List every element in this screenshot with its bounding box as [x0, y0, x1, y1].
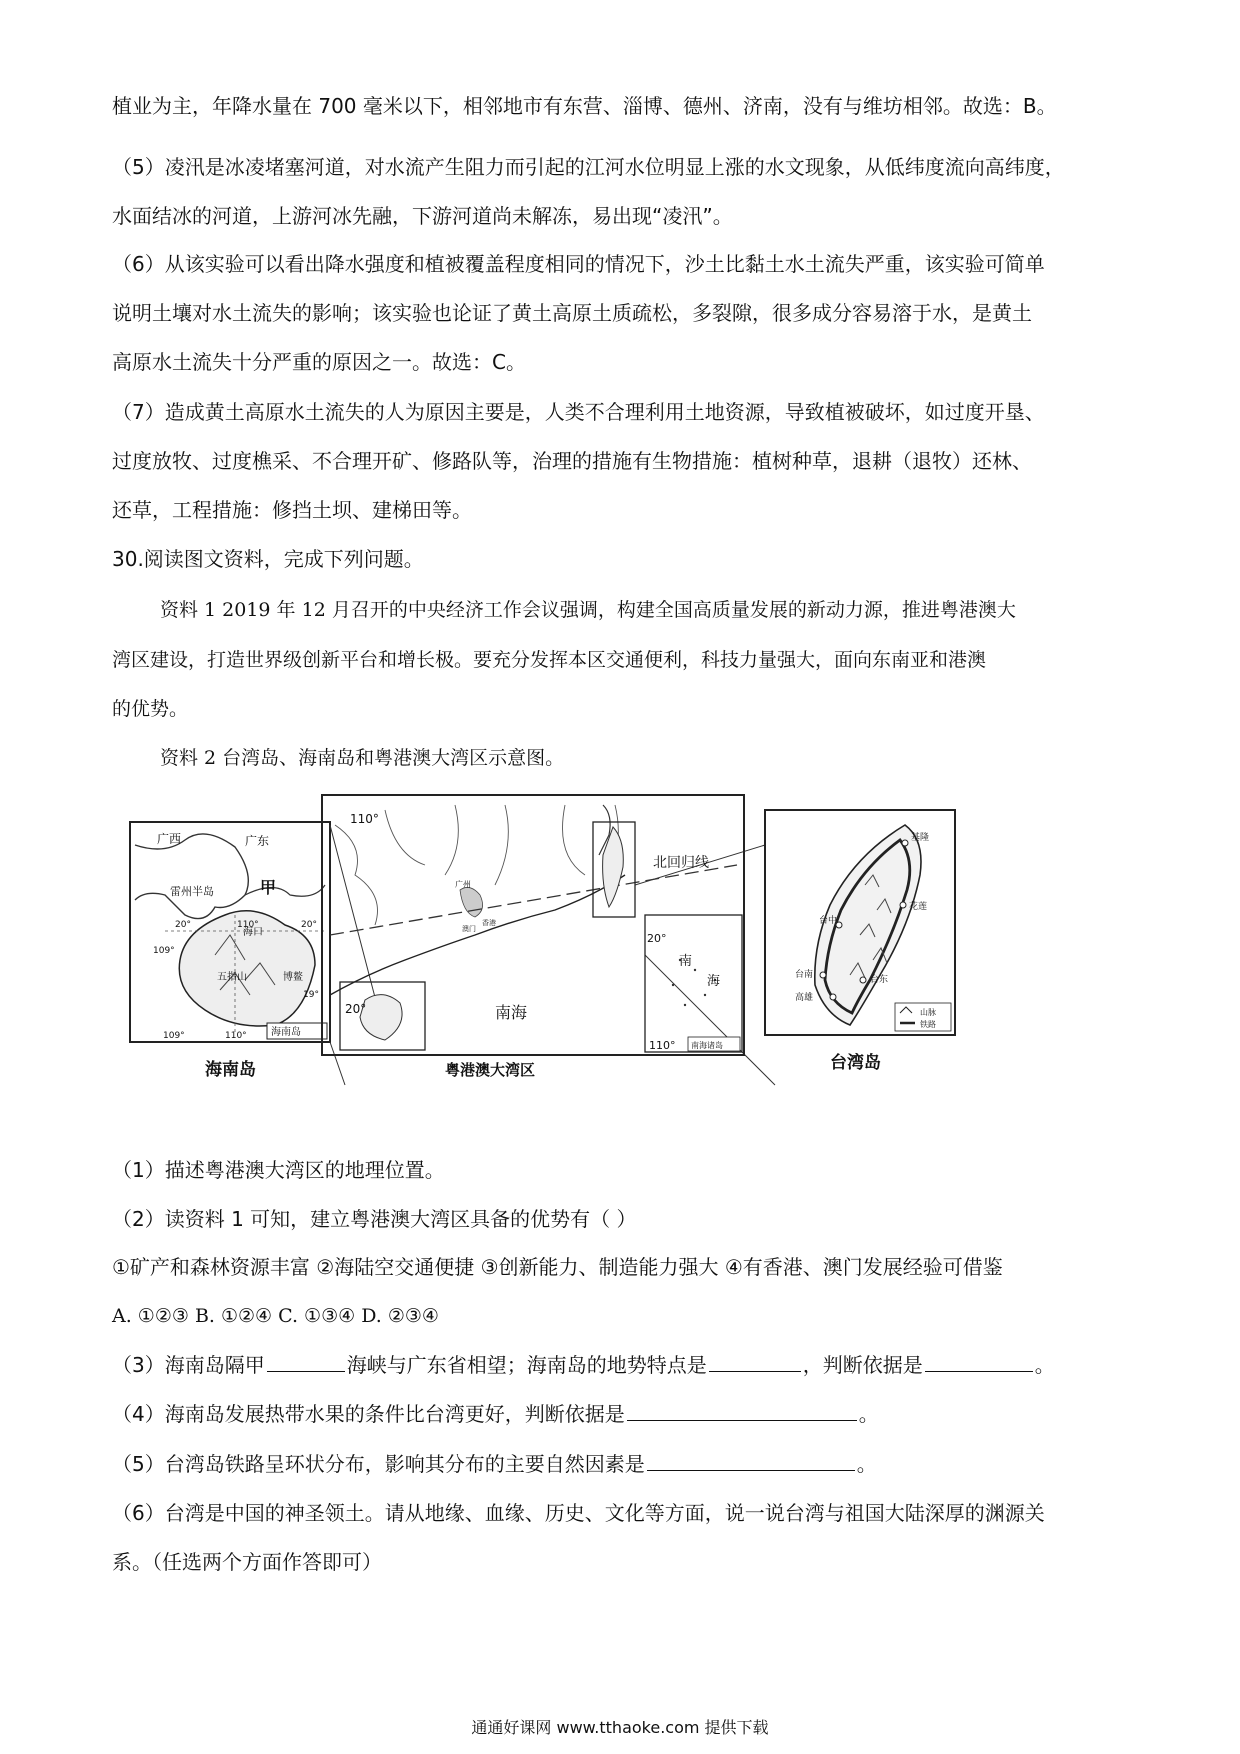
question-3-part: ，判断依据是 [802, 1353, 923, 1377]
map-label: 海口 [243, 927, 263, 938]
map-tick: 20° [345, 1002, 367, 1016]
question-5-part: （5）台湾岛铁路呈环状分布，影响其分布的主要自然因素是 [112, 1452, 645, 1476]
map-label: 五指山 [217, 972, 247, 983]
answer-blank[interactable] [925, 1353, 1033, 1372]
map-caption: 粤港澳大湾区 [445, 1061, 536, 1079]
text-line: （7）造成黄土高原水土流失的人为原因主要是，人类不合理利用土地资源，导致植被破坏，如过度开垦、 [112, 400, 1045, 424]
question-3-part: （3）海南岛隔甲 [112, 1353, 265, 1377]
question-6: （6）台湾是中国的神圣领土。请从地缘、血缘、历史、文化等方面，说一说台湾与祖国大陆深厚的渊源关 [112, 1501, 1045, 1525]
text-line: 过度放牧、过度樵采、不合理开矿、修路队等，治理的措施有生物措施：植树种草，退耕（退牧）还林、 [112, 449, 1032, 473]
page-footer: 通通好课网 www.tthaoke.com 提供下载 [471, 1718, 769, 1737]
question-3-part: 海峡与广东省相望；海南岛的地势特点是 [346, 1353, 707, 1377]
text-line: （6）从该实验可以看出降水强度和植被覆盖程度相同的情况下，沙土比黏土水土流失严重，该实验可简单 [112, 252, 1045, 276]
question-4 [112, 1400, 879, 1428]
legend-label: 铁路 [920, 1020, 936, 1029]
map-label: 广东 [245, 834, 270, 848]
material-1-line: 的优势。 [112, 698, 189, 720]
hainan-map [130, 822, 330, 1080]
question-6: 系。（任选两个方面作答即可） [112, 1550, 382, 1574]
question-1: （1）描述粤港澳大湾区的地理位置。 [112, 1158, 445, 1182]
question-4-part: （4）海南岛发展热带水果的条件比台湾更好，判断依据是 [112, 1402, 625, 1426]
map-label: 澳门 [462, 925, 476, 933]
text-line: 植业为主，年降水量在 700 毫米以下，相邻地市有东营、淄博、德州、济南，没有与维坊相邻。故选：B。 [112, 94, 1057, 118]
map-tick: 110° [237, 920, 259, 930]
answer-blank[interactable] [627, 1402, 857, 1421]
taiwan-map [765, 810, 955, 1073]
map-label: 台南 [795, 970, 814, 980]
text-line: （5）凌汛是冰凌堵塞河道，对水流产生阻力而引起的江河水位明显上涨的水文现象，从低纬度流向高纬度， [112, 155, 1065, 179]
map-tick: 110° [350, 812, 379, 826]
text-line: 水面结冰的河道，上游河冰先融，下游河道尚未解冻，易出现“凌汛”。 [112, 204, 733, 228]
map-tick: 109° [153, 946, 175, 956]
map-label: 香港 [482, 919, 496, 927]
legend-label: 山脉 [920, 1008, 936, 1017]
question-5 [112, 1450, 877, 1478]
material-2-caption: 资料 2 台湾岛、海南岛和粤港澳大湾区示意图。 [160, 747, 565, 769]
material-1-line: 湾区建设，打造世界级创新平台和增长极。要充分发挥本区交通便利，科技力量强大，面向东南亚和港澳 [112, 649, 987, 671]
map-label: 花莲 [909, 902, 928, 912]
map-label: 南海诸岛 [691, 1041, 723, 1050]
material-1-line: 资料 1 2019 年 12 月召开的中央经济工作会议强调，构建全国高质量发展的新动力源，推进粤港澳大 [160, 599, 1016, 621]
map-label: 台东 [870, 975, 889, 985]
map-figure [125, 785, 1085, 1105]
map-figure-svg [125, 785, 1085, 1105]
map-tick: 110° [225, 1031, 247, 1041]
map-caption: 海南岛 [205, 1060, 256, 1080]
map-caption: 台湾岛 [830, 1053, 881, 1073]
map-label: 海 [707, 974, 721, 989]
question-5-part: 。 [856, 1452, 877, 1476]
gba-map [322, 795, 744, 1079]
answer-blank[interactable] [267, 1353, 345, 1372]
answer-blank[interactable] [709, 1353, 801, 1372]
question-2: （2）读资料 1 可知，建立粤港澳大湾区具备的优势有（ ） [112, 1207, 637, 1231]
map-tick: 20° [175, 920, 191, 930]
question-4-part: 。 [858, 1402, 879, 1426]
text-line: 高原水土流失十分严重的原因之一。故选：C。 [112, 350, 526, 374]
map-label: 博鳌 [283, 972, 303, 983]
map-tick: 109° [163, 1031, 185, 1041]
question-heading: 30.阅读图文资料，完成下列问题。 [112, 547, 424, 571]
question-3 [112, 1351, 1055, 1379]
text-line: 还草，工程措施：修挡土坝、建梯田等。 [112, 498, 472, 522]
map-tick: 20° [301, 920, 317, 930]
question-2-statements: ①矿产和森林资源丰富 ②海陆空交通便捷 ③创新能力、制造能力强大 ④有香港、澳门发展经验可借鉴 [112, 1255, 1003, 1279]
map-label: 甲 [260, 878, 277, 897]
map-label: 广州 [455, 880, 471, 889]
question-3-part: 。 [1034, 1353, 1055, 1377]
map-label: 高雄 [795, 993, 814, 1003]
map-label: 雷州半岛 [170, 885, 214, 898]
map-label: 基隆 [911, 833, 930, 843]
map-label: 广西 [157, 832, 182, 846]
map-label: 台中 [819, 916, 838, 926]
map-tick: 20° [647, 932, 667, 945]
map-label: 南海 [495, 1003, 528, 1022]
map-tick: 110° [649, 1039, 676, 1052]
text-line: 说明土壤对水土流失的影响；该实验也论证了黄土高原土质疏松，多裂隙，很多成分容易溶于水，是黄土 [112, 301, 1032, 325]
answer-blank[interactable] [647, 1452, 855, 1471]
question-2-choices: A. ①②③ B. ①②④ C. ①③④ D. ②③④ [112, 1305, 439, 1327]
map-label: 海南岛 [271, 1027, 301, 1038]
map-tick: 19° [303, 990, 319, 1000]
map-label: 南 [679, 954, 693, 969]
map-label: 北回归线 [653, 855, 709, 871]
